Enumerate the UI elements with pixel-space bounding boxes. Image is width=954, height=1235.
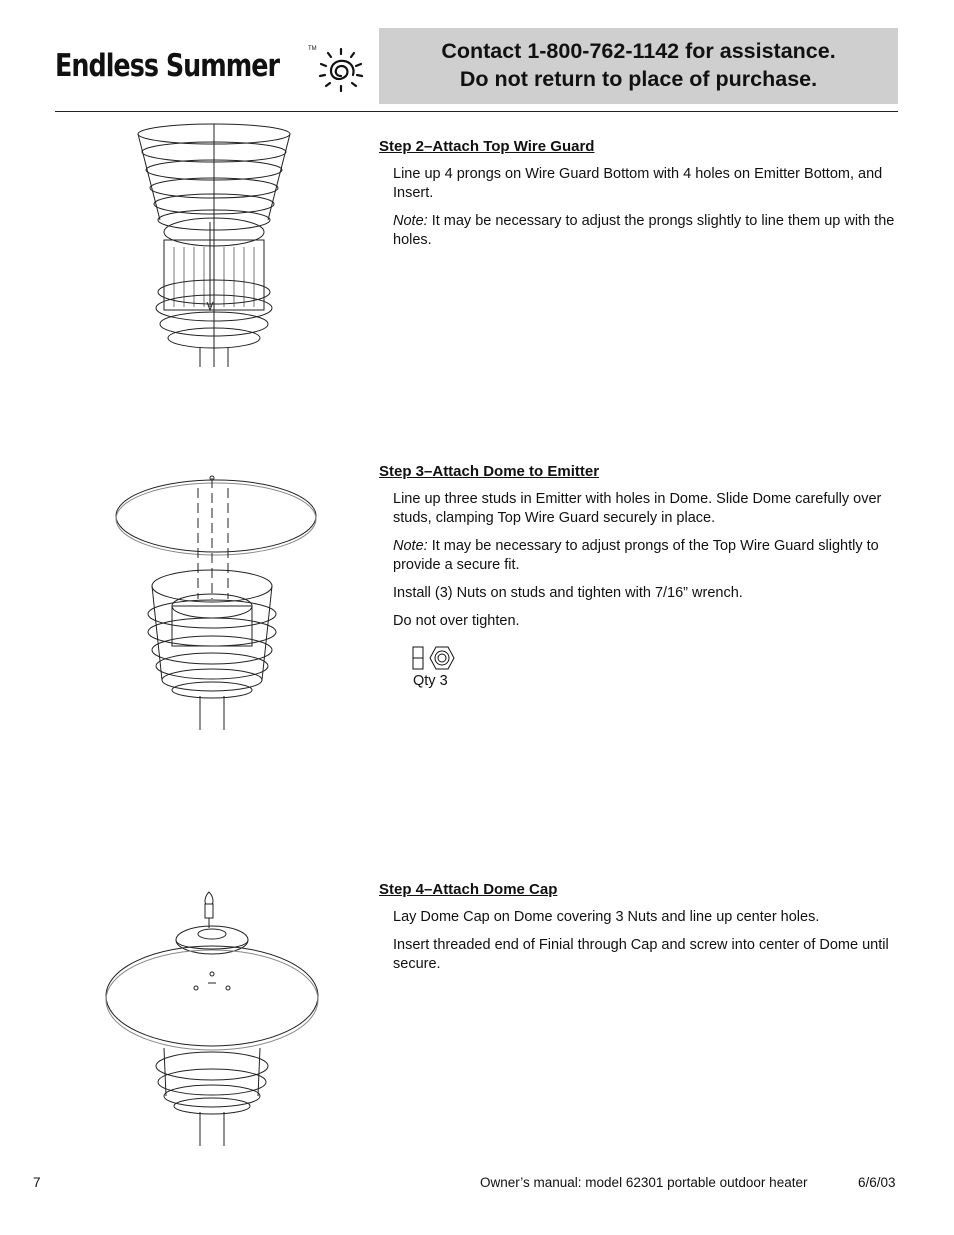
note-label: Note:: [393, 538, 428, 554]
step-4-title: Step 4–Attach Dome Cap: [379, 881, 558, 898]
brand-logo: [55, 46, 375, 96]
step-3-nut-instruction: Install (3) Nuts on studs and tighten with 7/16” wrench.: [393, 585, 743, 601]
step-3-instruction: Line up three studs in Emitter with holes in Dome. Slide Dome carefully over studs, clamping Top Wire Guard securely in place.: [393, 491, 882, 526]
step-4-section: [379, 880, 903, 983]
trademark-mark: TM: [308, 46, 317, 52]
contact-line-return: Do not return to place of purchase.: [459, 67, 818, 91]
nut-quantity-label: Qty 3: [413, 673, 448, 689]
step-3-section: [379, 462, 903, 691]
step-3-warning: Do not over tighten.: [393, 613, 520, 629]
dome-emitter-illustration: [112, 474, 320, 732]
nut-parts-callout: [412, 645, 492, 691]
hex-nut-icon: [412, 645, 462, 671]
note-text: It may be necessary to adjust prongs of the Top Wire Guard slightly to provide a secure fit.: [393, 538, 879, 573]
contact-assistance-banner: [379, 28, 898, 104]
manual-title: Owner’s manual: model 62301 portable outdoor heater: [480, 1175, 808, 1190]
step-3-note: [393, 537, 903, 575]
manual-date: 6/6/03: [858, 1175, 896, 1190]
dome-cap-illustration: [102, 888, 322, 1150]
note-label: Note:: [393, 213, 428, 229]
step-4-instruction: Lay Dome Cap on Dome covering 3 Nuts and line up center holes.: [393, 909, 820, 925]
step-2-note: [393, 212, 903, 250]
page-number: 7: [33, 1175, 41, 1190]
step-3-title: Step 3–Attach Dome to Emitter: [379, 463, 600, 480]
note-text: It may be necessary to adjust the prongs slightly to line them up with the holes.: [393, 213, 895, 248]
wire-guard-illustration: [130, 122, 300, 370]
sun-logo-icon: [315, 46, 367, 94]
step-2-instruction: Line up 4 prongs on Wire Guard Bottom with 4 holes on Emitter Bottom, and Insert.: [393, 166, 883, 201]
brand-logo-text: Endless Summer: [55, 48, 280, 84]
header-divider: [55, 111, 898, 112]
step-2-title: Step 2–Attach Top Wire Guard: [379, 138, 595, 155]
contact-line-phone: Contact 1-800-762-1142 for assistance.: [441, 39, 836, 63]
step-2-section: [379, 137, 903, 259]
step-4-finial-instruction: Insert threaded end of Finial through Cap and screw into center of Dome until secure.: [393, 937, 889, 972]
